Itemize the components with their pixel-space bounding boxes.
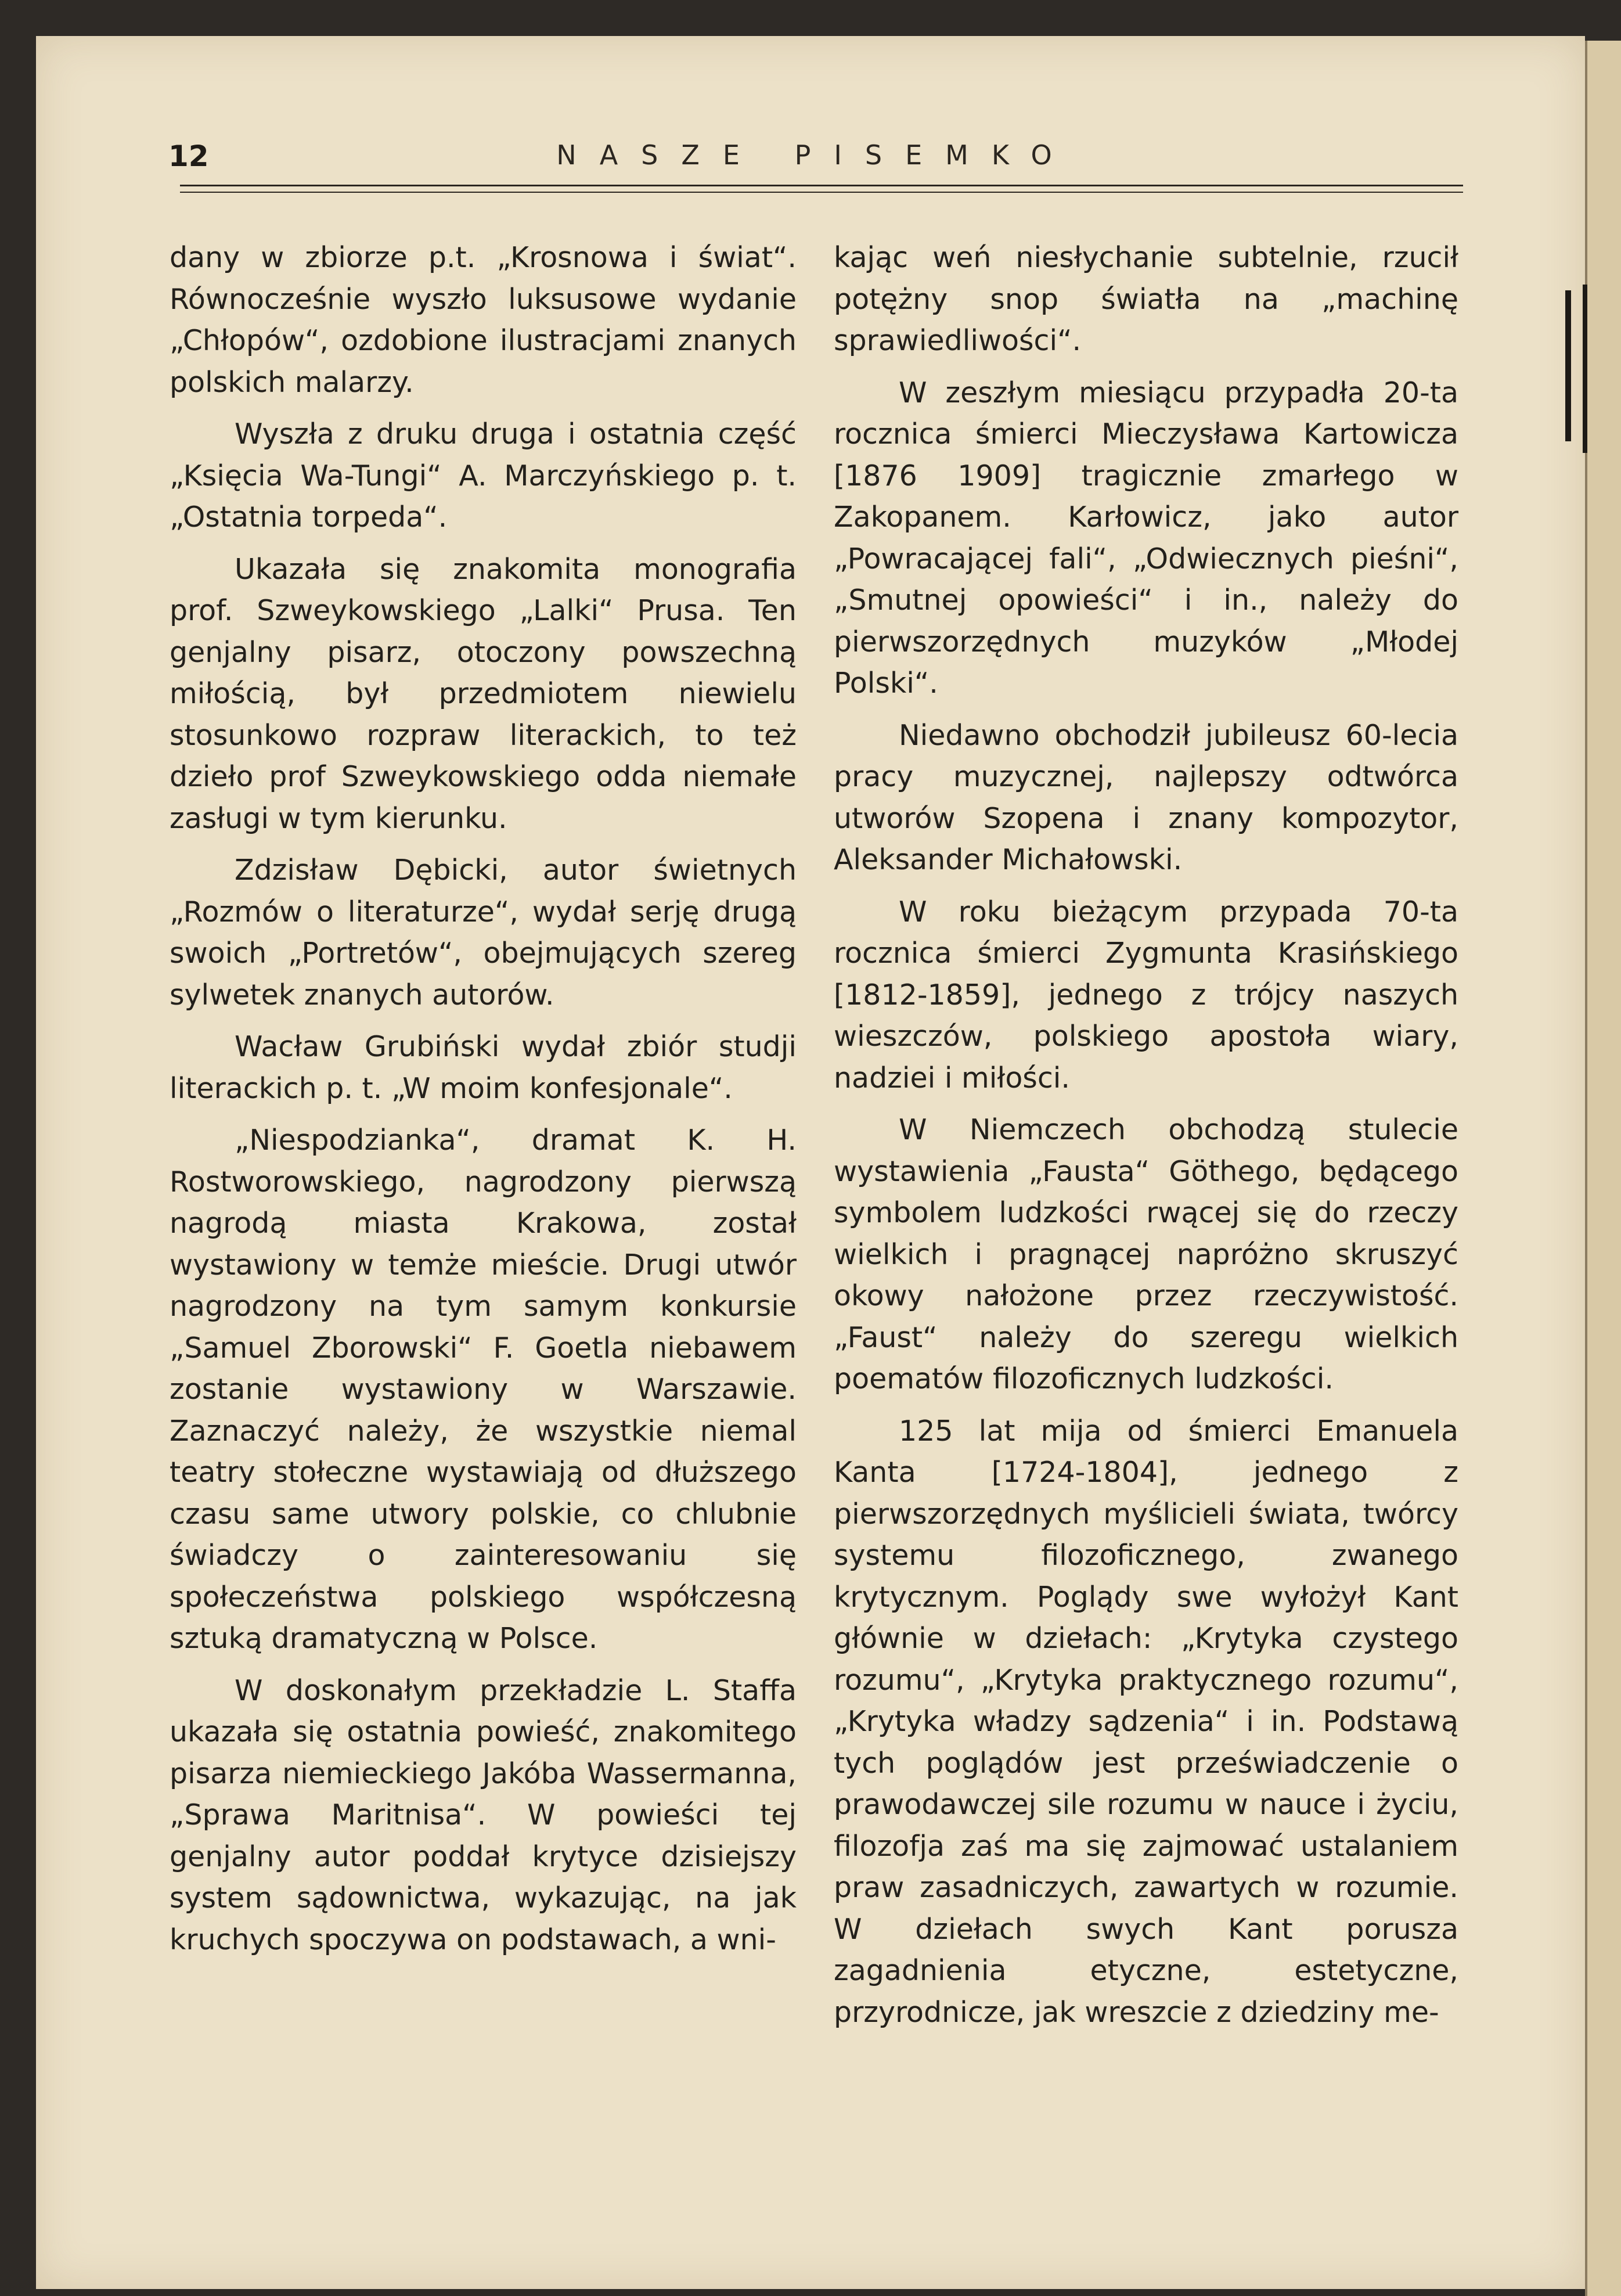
header-rule: [180, 192, 1463, 193]
paragraph: Wyszła z druku druga i ostatnia część „Księcia Wa-Tungi“ A. Marczyńskiego p. t. „Ostatnia torpeda“.: [170, 418, 797, 534]
paragraph: W zeszłym miesiącu przypadła 20-ta rocznica śmierci Mieczysława Kartowicza [1876 1909] tragicznie zmarłego w Zakopanem. Karłowicz, jako autor „Powracającej fali“, „Odwiecznych pieśni“, „Smutnej opowieści“ i in., należy do pierwszorzędnych muzyków „Młodej Polski“.: [834, 376, 1458, 700]
header-rule: [180, 185, 1463, 186]
paragraph: Ukazała się znakomita monografia prof. Szweykowskiego „Lalki“ Prusa. Ten genjalny pisarz, otoczony powszechną miłością, był przedmiotem niewielu stosunkowo rozpraw literackich, to też dzieło prof Szweykowskiego odda niemałe zasługi w tym kierunku.: [170, 552, 797, 835]
paragraph: Zdzisław Dębicki, autor świetnych „Rozmów o literaturze“, wydał serję drugą swoich „Portretów“, obejmujących szereg sylwetek znanych autorów.: [170, 854, 797, 1012]
left-column: [170, 237, 797, 1971]
paragraph: Niedawno obchodził jubileusz 60-lecia pracy muzycznej, najlepszy odtwórca utworów Szopena i znany kompozytor, Aleksander Michałowski.: [834, 718, 1458, 876]
page-number: 12: [168, 139, 209, 173]
paragraph: „Niespodzianka“, dramat K. H. Rostworowskiego, nagrodzony pierwszą nagrodą miasta Krakowa, został wystawiony w temże mieście. Drugi utwór nagrodzony na tym samym konkursie „Samuel Zborowski“ F. Goetla niebawem zostanie wystawiony w Warszawie. Zaznaczyć należy, że wszystkie niemal teatry stołeczne wystawiają od dłuższego czasu same utwory polskie, co chlubnie świadczy o zainteresowaniu się społeczeństwa polskiego współczesną sztuką dramatyczną w Polsce.: [170, 1124, 797, 1655]
page-header: [168, 139, 1463, 186]
paragraph: Wacław Grubiński wydał zbiór studji literackich p. t. „W moim konfesjonale“.: [170, 1030, 797, 1105]
running-title: NASZE PISEMKO: [556, 139, 1075, 171]
paragraph: W doskonałym przekładzie L. Staffa ukazała się ostatnia powieść, znakomitego pisarza niemieckiego Jakóba Wassermanna, „Sprawa Maritnisa“. W powieści tej genjalny autor poddał krytyce dzisiejszy system sądownictwa, wykazując, na jak kruchych spoczywa on podstawach, a wni-: [170, 1674, 797, 1956]
paragraph: dany w zbiorze p.t. „Krosnowa i świat“. Równocześnie wyszło luksusowe wydanie „Chłopów“, ozdobione ilustracjami znanych polskich malarzy.: [170, 241, 797, 399]
right-column: [834, 237, 1458, 2043]
edge-marks: [1557, 285, 1604, 459]
edge-mark: [1583, 285, 1587, 453]
paragraph: kając weń niesłychanie subtelnie, rzucił potężny snop światła na „machinę sprawiedliwości“.: [834, 241, 1458, 357]
paragraph: W Niemczech obchodzą stulecie wystawienia „Fausta“ Göthego, będącego symbolem ludzkości rwącej się do rzeczy wielkich i pragnącej napróżno skruszyć okowy nałożone przez rzeczywistość. „Faust“ należy do szeregu wielkich poematów filozoficznych ludzkości.: [834, 1113, 1458, 1395]
paragraph: 125 lat mija od śmierci Emanuela Kanta [1724-1804], jednego z pierwszorzędnych myślicieli świata, twórcy systemu filozoficznego, zwanego krytycznym. Poglądy swe wyłożył Kant głównie w dziełach: „Krytyka czystego rozumu“, „Krytyka praktycznego rozumu“, „Krytyka władzy sądzenia“ i in. Podstawą tych poglądów jest przeświadczenie o prawodawczej sile rozumu w nauce i życiu, filozofja zaś ma się zajmować ustalaniem praw zasadniczych, zawartych w rozumie. W dziełach swych Kant porusza zagadnienia etyczne, estetyczne, przyrodnicze, jak wreszcie z dziedziny me-: [834, 1414, 1458, 2029]
paragraph: W roku bieżącym przypada 70-ta rocznica śmierci Zygmunta Krasińskiego [1812-1859], jednego z trójcy naszych wieszczów, polskiego apostoła wiary, nadziei i miłości.: [834, 895, 1458, 1095]
edge-mark: [1565, 290, 1571, 441]
